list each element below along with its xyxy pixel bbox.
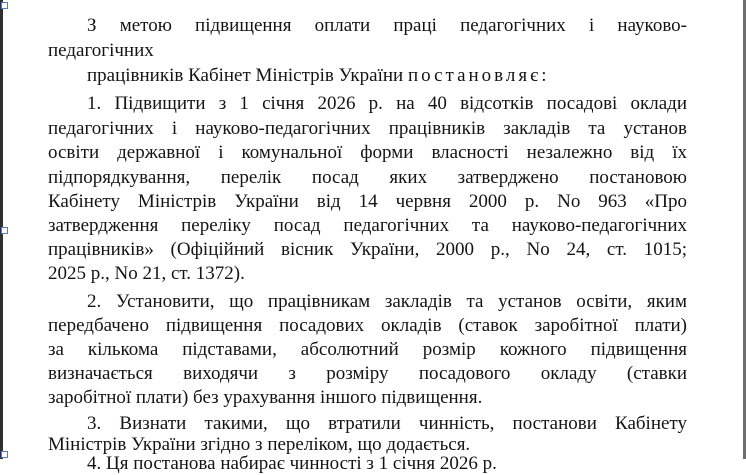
item2-line-2: передбачено підвищення посадових окладів (ставок заробітної плати) — [48, 315, 687, 336]
intro-line-1: З метою підвищення оплати праці педагогічних і науково- — [87, 15, 687, 36]
item1-line-5: Кабінету Міністрів України від 14 червня 2000 р. No 963 «Про — [48, 191, 687, 212]
item1-line-6: затвердження переліку посад педагогічних та науково-педагогічних — [48, 215, 687, 236]
item1-line-1: 1. Підвищити з 1 січня 2026 р. на 40 відсотків посадові оклади — [87, 93, 687, 114]
item2-line-1: 2. Установити, що працівникам закладів та установ освіти, яким — [87, 291, 687, 312]
item2-line-4: визначається виходячи з розміру посадового окладу (ставки — [48, 363, 687, 384]
item2-line-5: заробітної плати) без урахування іншого підвищення. — [48, 387, 483, 408]
intro-line-2: педагогічних — [48, 40, 154, 61]
resolution-word: постановляє: — [407, 65, 550, 86]
item1-line-3: освіти державної і комунальної форми власності незалежно від їх — [48, 142, 687, 163]
item1-line-8: 2025 р., No 21, ст. 1372). — [48, 263, 245, 284]
intro-line-3 — [87, 64, 550, 87]
item3-line-1: 3. Визнати такими, що втратили чинність, постанови Кабінету — [87, 413, 687, 434]
item3-line-2: Міністрів України згідно з переліком, що додається. — [48, 434, 471, 455]
item1-line-2: педагогічних і науково-педагогічних працівників закладів та установ — [48, 118, 687, 139]
item4-line-1-cut: 4. Ця постанова набирає чинності з 1 січня 2026 р. — [87, 453, 497, 474]
item1-line-7: працівників» (Офіційний вісник України, 2000 р., No 24, ст. 1015; — [48, 239, 687, 260]
intro-line-3-text: працівників Кабінет Міністрів України — [87, 65, 404, 86]
item2-line-3: за кількома підставами, абсолютний розмір кожного підвищення — [48, 339, 687, 360]
item1-line-4: підпорядкування, перелік посад яких затверджено постановою — [48, 167, 687, 188]
